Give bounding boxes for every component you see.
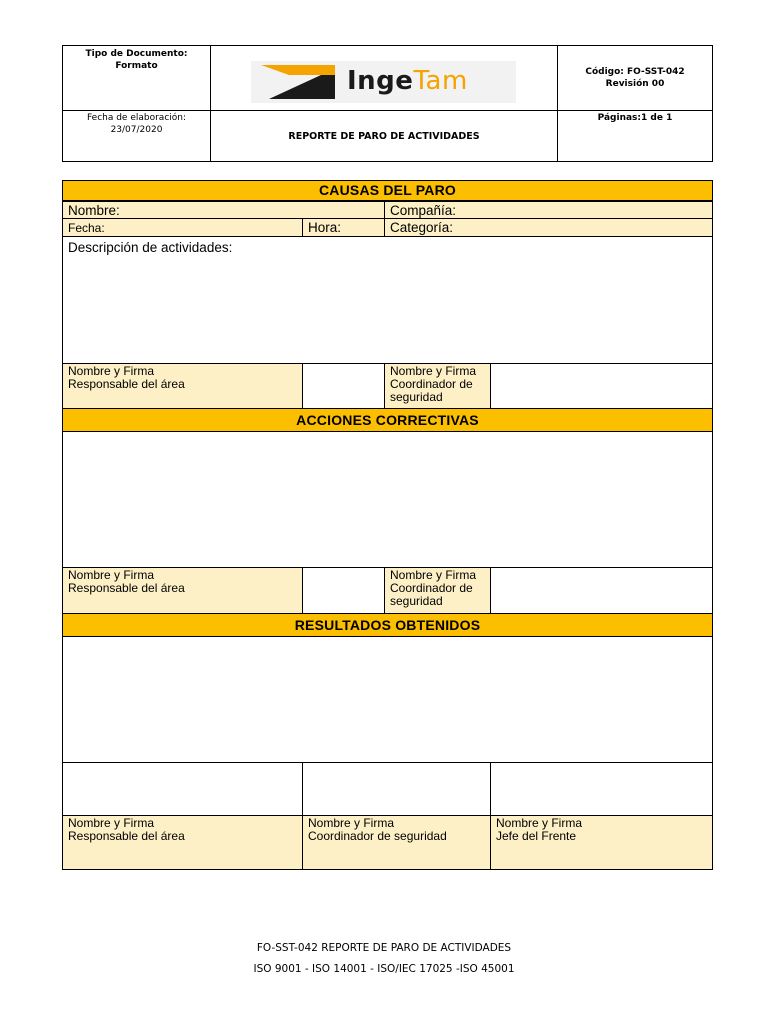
categoria-field[interactable]: Categoría:: [384, 218, 713, 237]
sig7-jefe: [490, 815, 713, 870]
sig4-line3: seguridad: [390, 594, 443, 608]
sig5-line2: Responsable del área: [68, 829, 185, 843]
header-date-cell: [62, 110, 211, 162]
header-title-cell: [210, 110, 558, 162]
resultados-field[interactable]: [62, 636, 713, 763]
date-value: 23/07/2020: [110, 125, 163, 135]
sig6-line1: Nombre y Firma: [308, 816, 395, 830]
sig1-signature-box[interactable]: [302, 363, 385, 409]
sig7-line1: Nombre y Firma: [496, 816, 583, 830]
footer-line-1: FO-SST-042 REPORTE DE PARO DE ACTIVIDADES: [256, 942, 512, 954]
sig2-line1: Nombre y Firma: [390, 364, 477, 378]
sig3-responsable[interactable]: [62, 567, 303, 614]
sig2-line3: seguridad: [390, 390, 443, 404]
section-acciones-title: ACCIONES CORRECTIVAS: [62, 408, 713, 432]
fecha-field[interactable]: Fecha:: [62, 218, 303, 237]
sig2-coordinador[interactable]: [384, 363, 491, 409]
sig1-line1: Nombre y Firma: [68, 364, 155, 378]
sig6-coordinador: [302, 815, 491, 870]
logo-text-tam: Tam: [413, 66, 468, 96]
section-causas-title: CAUSAS DEL PARO: [62, 180, 713, 201]
descripcion-field[interactable]: Descripción de actividades:: [62, 236, 713, 364]
sig7-line2: Jefe del Frente: [496, 829, 577, 843]
nombre-field[interactable]: Nombre:: [62, 201, 385, 219]
revision-label: Revisión 00: [605, 79, 665, 89]
sig3-line1: Nombre y Firma: [68, 568, 155, 582]
sig4-line2: Coordinador de: [390, 581, 473, 595]
sig5-responsable: [62, 815, 303, 870]
logo-text-inge: Inge: [347, 66, 414, 96]
section-resultados-title: RESULTADOS OBTENIDOS: [62, 613, 713, 637]
sig5-line1: Nombre y Firma: [68, 816, 155, 830]
header-pages-cell: [557, 110, 713, 162]
sig3-line2: Responsable del área: [68, 581, 185, 595]
sig5-signature-box[interactable]: [62, 762, 303, 816]
sig2-line2: Coordinador de: [390, 377, 473, 391]
doc-type-value: Formato: [115, 61, 158, 71]
sig4-line1: Nombre y Firma: [390, 568, 477, 582]
logo-mark-icon: [259, 63, 337, 101]
compania-field[interactable]: Compañía:: [384, 201, 713, 219]
sig4-coordinador[interactable]: [384, 567, 491, 614]
sig7-signature-box[interactable]: [490, 762, 713, 816]
page-title: REPORTE DE PARO DE ACTIVIDADES: [288, 131, 480, 142]
sig6-line2: Coordinador de seguridad: [308, 829, 447, 843]
hora-field[interactable]: Hora:: [302, 218, 385, 237]
doc-type-label: Tipo de Documento:: [85, 49, 188, 59]
sig3-signature-box[interactable]: [302, 567, 385, 614]
pages-label: Páginas:1 de 1: [597, 113, 673, 123]
header-code-cell: [557, 45, 713, 111]
code-label: Código: FO-SST-042: [585, 67, 685, 77]
sig6-signature-box[interactable]: [302, 762, 491, 816]
sig1-responsable[interactable]: [62, 363, 303, 409]
company-logo: [251, 61, 516, 103]
sig2-signature-box[interactable]: [490, 363, 713, 409]
sig4-signature-box[interactable]: [490, 567, 713, 614]
acciones-field[interactable]: [62, 431, 713, 568]
sig1-line2: Responsable del área: [68, 377, 185, 391]
footer-line-2: ISO 9001 - ISO 14001 - ISO/IEC 17025 -ISO 45001: [253, 963, 515, 975]
date-label: Fecha de elaboración:: [86, 113, 187, 123]
header-doc-type-cell: [62, 45, 211, 111]
header-logo-cell: [210, 45, 558, 111]
